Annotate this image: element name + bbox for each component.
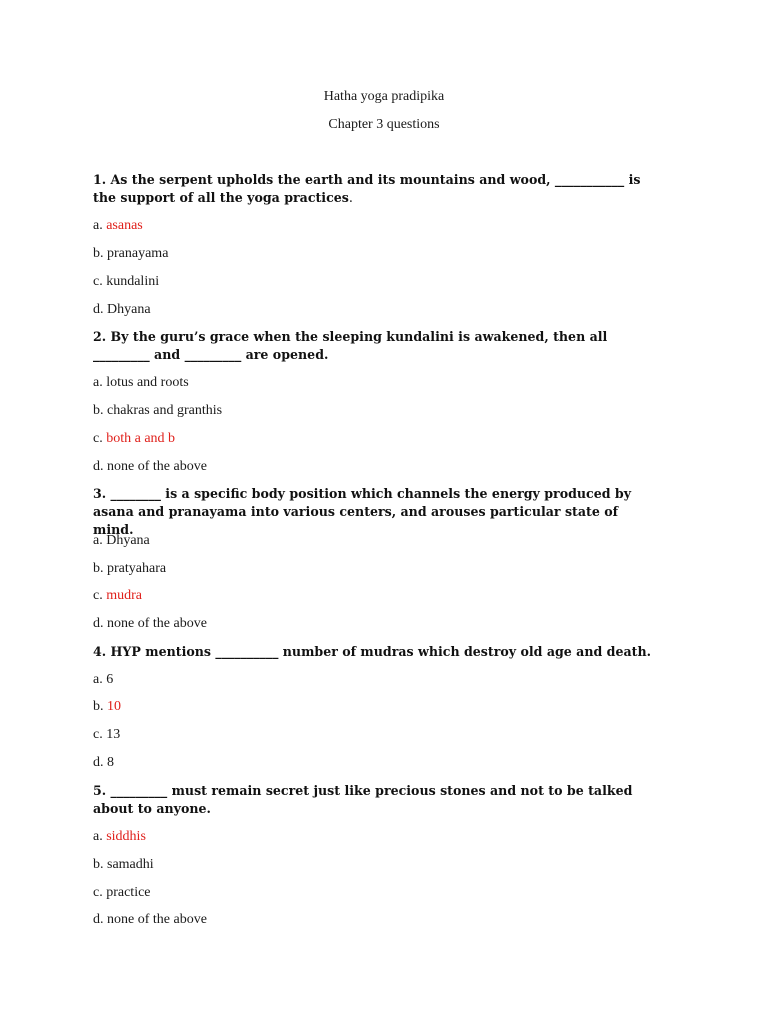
question-4-text: 4. HYP mentions __________ number of mudras which destroy old age and death. bbox=[93, 644, 652, 659]
option-letter: c. bbox=[93, 885, 103, 900]
question-5-text: 5. _________ must remain secret just like precious stones and not to be talked about to anyone. bbox=[93, 783, 633, 816]
option-text-correct: siddhis bbox=[106, 829, 146, 844]
question-1-period: . bbox=[348, 190, 353, 205]
option-text: pratyahara bbox=[107, 561, 167, 576]
question-4-option-c bbox=[93, 726, 120, 744]
question-2 bbox=[93, 328, 653, 364]
option-letter: a. bbox=[93, 218, 103, 233]
option-text: Dhyana bbox=[106, 533, 150, 548]
question-5-option-b bbox=[93, 856, 154, 874]
option-text-correct: mudra bbox=[106, 588, 142, 603]
question-2-option-b bbox=[93, 402, 222, 420]
option-letter: d. bbox=[93, 912, 104, 927]
question-1-option-d bbox=[93, 301, 151, 319]
option-letter: c. bbox=[93, 727, 103, 742]
option-text: 6 bbox=[106, 672, 114, 687]
option-text: practice bbox=[106, 885, 151, 900]
question-5-option-d bbox=[93, 911, 207, 929]
question-2-option-c bbox=[93, 430, 175, 448]
option-letter: d. bbox=[93, 459, 104, 474]
option-text: none of the above bbox=[107, 459, 207, 474]
question-1-text: 1. As the serpent upholds the earth and its mountains and wood, ___________ is the support of all the yoga practices bbox=[93, 172, 641, 205]
question-4-option-d bbox=[93, 754, 114, 772]
option-letter: d. bbox=[93, 302, 104, 317]
option-letter: a. bbox=[93, 829, 103, 844]
question-5 bbox=[93, 782, 653, 818]
question-3-option-d bbox=[93, 615, 207, 633]
question-3 bbox=[93, 485, 653, 539]
option-text: chakras and granthis bbox=[107, 403, 223, 418]
question-2-text: 2. By the guru’s grace when the sleeping kundalini is awakened, then all _________ and _________ are opened. bbox=[93, 329, 608, 362]
question-1-option-c bbox=[93, 273, 159, 291]
question-1-option-b bbox=[93, 245, 168, 263]
option-text: 8 bbox=[107, 755, 114, 770]
question-3-option-c bbox=[93, 587, 142, 605]
option-text: Dhyana bbox=[107, 302, 151, 317]
option-text-correct: both a and b bbox=[106, 431, 176, 446]
question-1-option-a bbox=[93, 217, 143, 235]
question-5-option-a bbox=[93, 828, 146, 846]
option-letter: a. bbox=[93, 375, 103, 390]
option-text: kundalini bbox=[106, 274, 160, 289]
option-letter: b. bbox=[93, 561, 104, 576]
option-text-correct: 10 bbox=[107, 699, 121, 714]
question-3-text: 3. ________ is a specific body position which channels the energy produced by asana and pranayama into various centers, and arouses particular state of mind. bbox=[93, 486, 632, 537]
option-letter: d. bbox=[93, 616, 104, 631]
option-letter: b. bbox=[93, 246, 104, 261]
question-4-option-a bbox=[93, 671, 113, 689]
option-text: pranayama bbox=[107, 246, 169, 261]
question-2-option-a bbox=[93, 374, 189, 392]
option-letter: b. bbox=[93, 699, 104, 714]
question-4 bbox=[93, 643, 653, 661]
option-letter: c. bbox=[93, 274, 103, 289]
option-text: samadhi bbox=[107, 857, 154, 872]
document-title: Hatha yoga pradipika bbox=[323, 89, 445, 104]
option-letter: c. bbox=[93, 431, 103, 446]
option-letter: d. bbox=[93, 755, 104, 770]
option-text: lotus and roots bbox=[106, 375, 189, 390]
option-text: none of the above bbox=[107, 912, 207, 927]
question-1 bbox=[93, 171, 653, 207]
option-letter: b. bbox=[93, 403, 104, 418]
question-4-option-b bbox=[93, 698, 121, 716]
option-text: 13 bbox=[106, 727, 121, 742]
question-3-option-b bbox=[93, 560, 166, 578]
question-5-option-c bbox=[93, 884, 151, 902]
option-letter: b. bbox=[93, 857, 104, 872]
option-letter: a. bbox=[93, 672, 103, 687]
option-letter: a. bbox=[93, 533, 103, 548]
question-3-option-a bbox=[93, 532, 150, 550]
question-2-option-d bbox=[93, 458, 207, 476]
option-text-correct: asanas bbox=[106, 218, 143, 233]
option-letter: c. bbox=[93, 588, 103, 603]
option-text: none of the above bbox=[107, 616, 207, 631]
document-subtitle: Chapter 3 questions bbox=[328, 117, 440, 132]
